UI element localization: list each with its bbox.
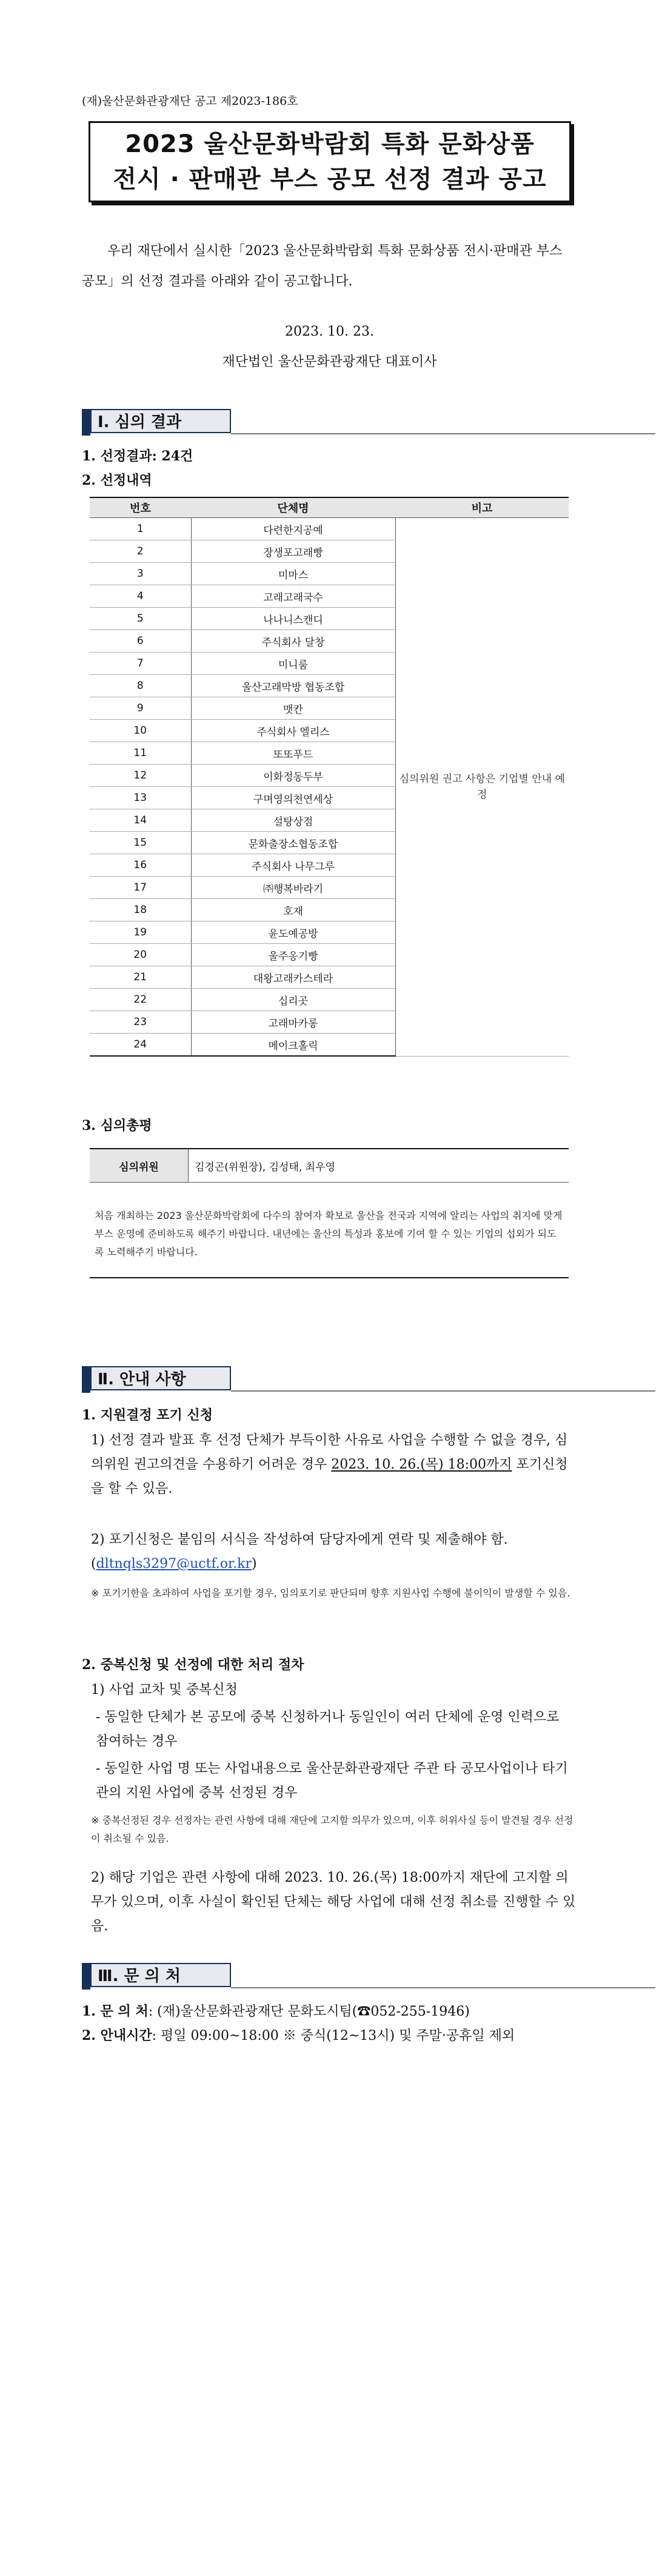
row-org-name: 구며영의천연세상 xyxy=(191,787,395,809)
withdrawal-label: 1. 지원결정 포기 신청 xyxy=(82,1407,213,1423)
section-divider xyxy=(231,1390,655,1392)
withdrawal-heading xyxy=(82,1404,213,1427)
column-header-note: 비고 xyxy=(395,497,569,518)
row-org-name: 대왕고래카스테라 xyxy=(191,966,395,989)
review-key: 심의위원 xyxy=(90,1149,189,1183)
section-1-label: Ⅰ. 심의 결과 xyxy=(90,409,231,433)
section-divider xyxy=(231,1987,655,1988)
withdrawal-item-2 xyxy=(91,1528,576,1576)
row-number: 8 xyxy=(90,675,191,697)
row-number: 6 xyxy=(90,630,191,652)
row-number: 24 xyxy=(90,1034,191,1057)
note-cell: 심의위원 권고 사항은 기업별 안내 예정 xyxy=(395,518,569,1057)
row-number: 22 xyxy=(90,989,191,1011)
issuer: 재단법인 울산문화관광재단 대표이사 xyxy=(222,354,437,370)
duplicate-heading xyxy=(82,1654,304,1676)
review-heading xyxy=(82,1115,152,1137)
duplicate-label: 2. 중복신청 및 선정에 대한 처리 절차 xyxy=(82,1657,304,1673)
row-number: 10 xyxy=(90,720,191,742)
withdrawal-deadline: 2023. 10. 26.(목) 18:00까지 xyxy=(331,1457,512,1472)
title-line-1: 2023 울산문화박람회 특화 문화상품 xyxy=(125,130,535,158)
contact-email-link[interactable]: dltnqls3297@uctf.or.kr xyxy=(96,1556,252,1572)
row-org-name: 장생포고래빵 xyxy=(191,540,395,563)
selection-result-count: : 24건 xyxy=(152,448,193,464)
row-org-name: 설탕상점 xyxy=(191,809,395,832)
row-org-name: 문화출장소협동조합 xyxy=(191,832,395,854)
row-org-name: 고래마카롱 xyxy=(191,1011,395,1034)
row-number: 12 xyxy=(90,765,191,787)
row-number: 1 xyxy=(90,518,191,540)
section-3-label: Ⅲ. 문 의 처 xyxy=(90,1963,231,1987)
hours-info: : 평일 09:00~18:00 ※ 중식(12~13시) 및 주말·공휴일 제외 xyxy=(152,2028,515,2043)
row-number: 3 xyxy=(90,563,191,585)
duplicate-case-2: - 동일한 사업 명 또는 사업내용으로 울산문화관광재단 주관 타 공모사업이나 타기관의 지원 사업에 중복 선정된 경우 xyxy=(96,1761,568,1801)
selection-result-label: 1. 선정결과 xyxy=(82,448,152,464)
section-3-heading xyxy=(82,1963,233,1990)
row-number: 19 xyxy=(90,921,191,944)
contact-info: : (재)울산문화관광재단 문화도시팀(☎052-255-1946) xyxy=(148,2004,470,2019)
selection-detail-label: 2. 선정내역 xyxy=(82,473,152,488)
withdrawal-item-1-tail: 포기신청을 할 수 있음. xyxy=(91,1457,568,1496)
row-org-name: 이화정동두부 xyxy=(191,765,395,787)
withdrawal-note: ※ 포기기한을 초과하여 사업을 포기할 경우, 임의포기로 판단되며 향후 지원사업 수행에 불이익이 발생할 수 있음. xyxy=(91,1587,570,1599)
section-1-heading xyxy=(82,409,233,436)
withdrawal-item-1 xyxy=(91,1429,576,1501)
review-table xyxy=(90,1148,569,1183)
row-number: 4 xyxy=(90,585,191,608)
table-row xyxy=(90,518,569,540)
section-2-heading xyxy=(82,1366,233,1393)
row-org-name: 나나니스캔디 xyxy=(191,608,395,630)
row-number: 17 xyxy=(90,877,191,899)
column-header-number: 번호 xyxy=(90,497,191,518)
hours-line xyxy=(82,2025,515,2047)
column-header-org: 단체명 xyxy=(191,497,395,518)
row-org-name: 호재 xyxy=(191,899,395,921)
row-org-name: 메이크홀릭 xyxy=(191,1034,395,1057)
contact-line xyxy=(82,2000,470,2023)
row-number: 15 xyxy=(90,832,191,854)
row-org-name: 울주옹기빵 xyxy=(191,944,395,966)
row-org-name: 십리곳 xyxy=(191,989,395,1011)
row-org-name: 주식회사 나무그루 xyxy=(191,854,395,877)
notice-number: (재)울산문화관광재단 공고 제2023-186호 xyxy=(82,95,298,108)
row-org-name: 다련한지공예 xyxy=(191,518,395,540)
review-summary: 처음 개최하는 2023 울산문화박람회에 다수의 참여자 확보로 울산을 전국과 지역에 알리는 사업의 취지에 맞게 부스 운영에 준비하도록 해주기 바랍니다. 내년에는 울산의 특성과 홍보에 기여 할 수 있는 기업의 섭외가 되도록 노력해주기 바랍니다. xyxy=(90,1192,569,1278)
section-marker xyxy=(82,409,90,436)
row-number: 14 xyxy=(90,809,191,832)
notice-date: 2023. 10. 23. xyxy=(285,324,374,339)
section-divider xyxy=(231,433,655,434)
row-number: 21 xyxy=(90,966,191,989)
section-marker xyxy=(82,1366,90,1393)
row-org-name: 고래고래국수 xyxy=(191,585,395,608)
row-org-name: 미마스 xyxy=(191,563,395,585)
row-org-name: 맷칸 xyxy=(191,697,395,720)
duplicate-case-1: - 동일한 단체가 본 공모에 중복 신청하거나 동일인이 여러 단체에 운영 인력으로 참여하는 경우 xyxy=(96,1710,560,1749)
title-line-2: 전시 · 판매관 부스 공모 선정 결과 공고 xyxy=(113,165,547,193)
selection-table xyxy=(90,497,569,1057)
selection-detail-heading xyxy=(82,470,152,492)
contact-label: 1. 문 의 처 xyxy=(82,2003,149,2019)
row-org-name: 주식회사 엘리스 xyxy=(191,720,395,742)
row-number: 16 xyxy=(90,854,191,877)
section-marker xyxy=(82,1963,90,1990)
row-number: 2 xyxy=(90,540,191,563)
withdrawal-item-1-text: 1) 선정 결과 발표 후 선정 단체가 부득이한 사유로 사업을 수행할 수 없을 경우, 심의위원 권고의견을 수용하기 어려운 경우 xyxy=(91,1433,568,1472)
duplicate-note: ※ 중복선정된 경우 선정자는 관련 사항에 대해 재단에 고지할 의무가 있으며, 이후 허위사실 등이 발견될 경우 선정이 취소될 수 있음. xyxy=(91,1814,574,1844)
row-org-name: ㈜행복바라기 xyxy=(191,877,395,899)
row-org-name: 미니룸 xyxy=(191,652,395,675)
row-number: 5 xyxy=(90,608,191,630)
duplicate-item-2: 2) 해당 기업은 관련 사항에 대해 2023. 10. 26.(목) 18:00까지 재단에 고지할 의무가 있으며, 이후 사실이 확인된 단체는 해당 사업에 대해 선정 취소를 진행할 수 있음. xyxy=(91,1870,576,1934)
section-2-label: Ⅱ. 안내 사항 xyxy=(90,1366,231,1390)
row-number: 23 xyxy=(90,1011,191,1034)
row-org-name: 주식회사 달창 xyxy=(191,630,395,652)
duplicate-item-1: 1) 사업 교차 및 중복신청 xyxy=(91,1682,238,1698)
review-members: 김경곤(위원장), 김성태, 최우영 xyxy=(189,1149,569,1183)
row-number: 20 xyxy=(90,944,191,966)
withdrawal-item-2-text: 2) 포기신청은 붙임의 서식을 작성하여 담당자에게 연락 및 제출해야 함. ( xyxy=(91,1532,508,1572)
row-number: 7 xyxy=(90,652,191,675)
review-label: 3. 심의총평 xyxy=(82,1118,152,1134)
row-org-name: 윤도예공방 xyxy=(191,921,395,944)
hours-label: 2. 안내시간 xyxy=(82,2028,152,2043)
row-number: 9 xyxy=(90,697,191,720)
selection-result xyxy=(82,445,193,468)
row-number: 11 xyxy=(90,742,191,765)
row-number: 18 xyxy=(90,899,191,921)
withdrawal-item-2-tail: ) xyxy=(252,1556,257,1572)
intro-paragraph: 우리 재단에서 실시한「2023 울산문화박람회 특화 문화상품 전시·판매관 부스 공모」의 선정 결과를 아래와 같이 공고합니다. xyxy=(82,244,563,289)
row-org-name: 또또푸드 xyxy=(191,742,395,765)
row-org-name: 울산고래막방 협동조합 xyxy=(191,675,395,697)
row-number: 13 xyxy=(90,787,191,809)
document-title xyxy=(89,121,571,202)
